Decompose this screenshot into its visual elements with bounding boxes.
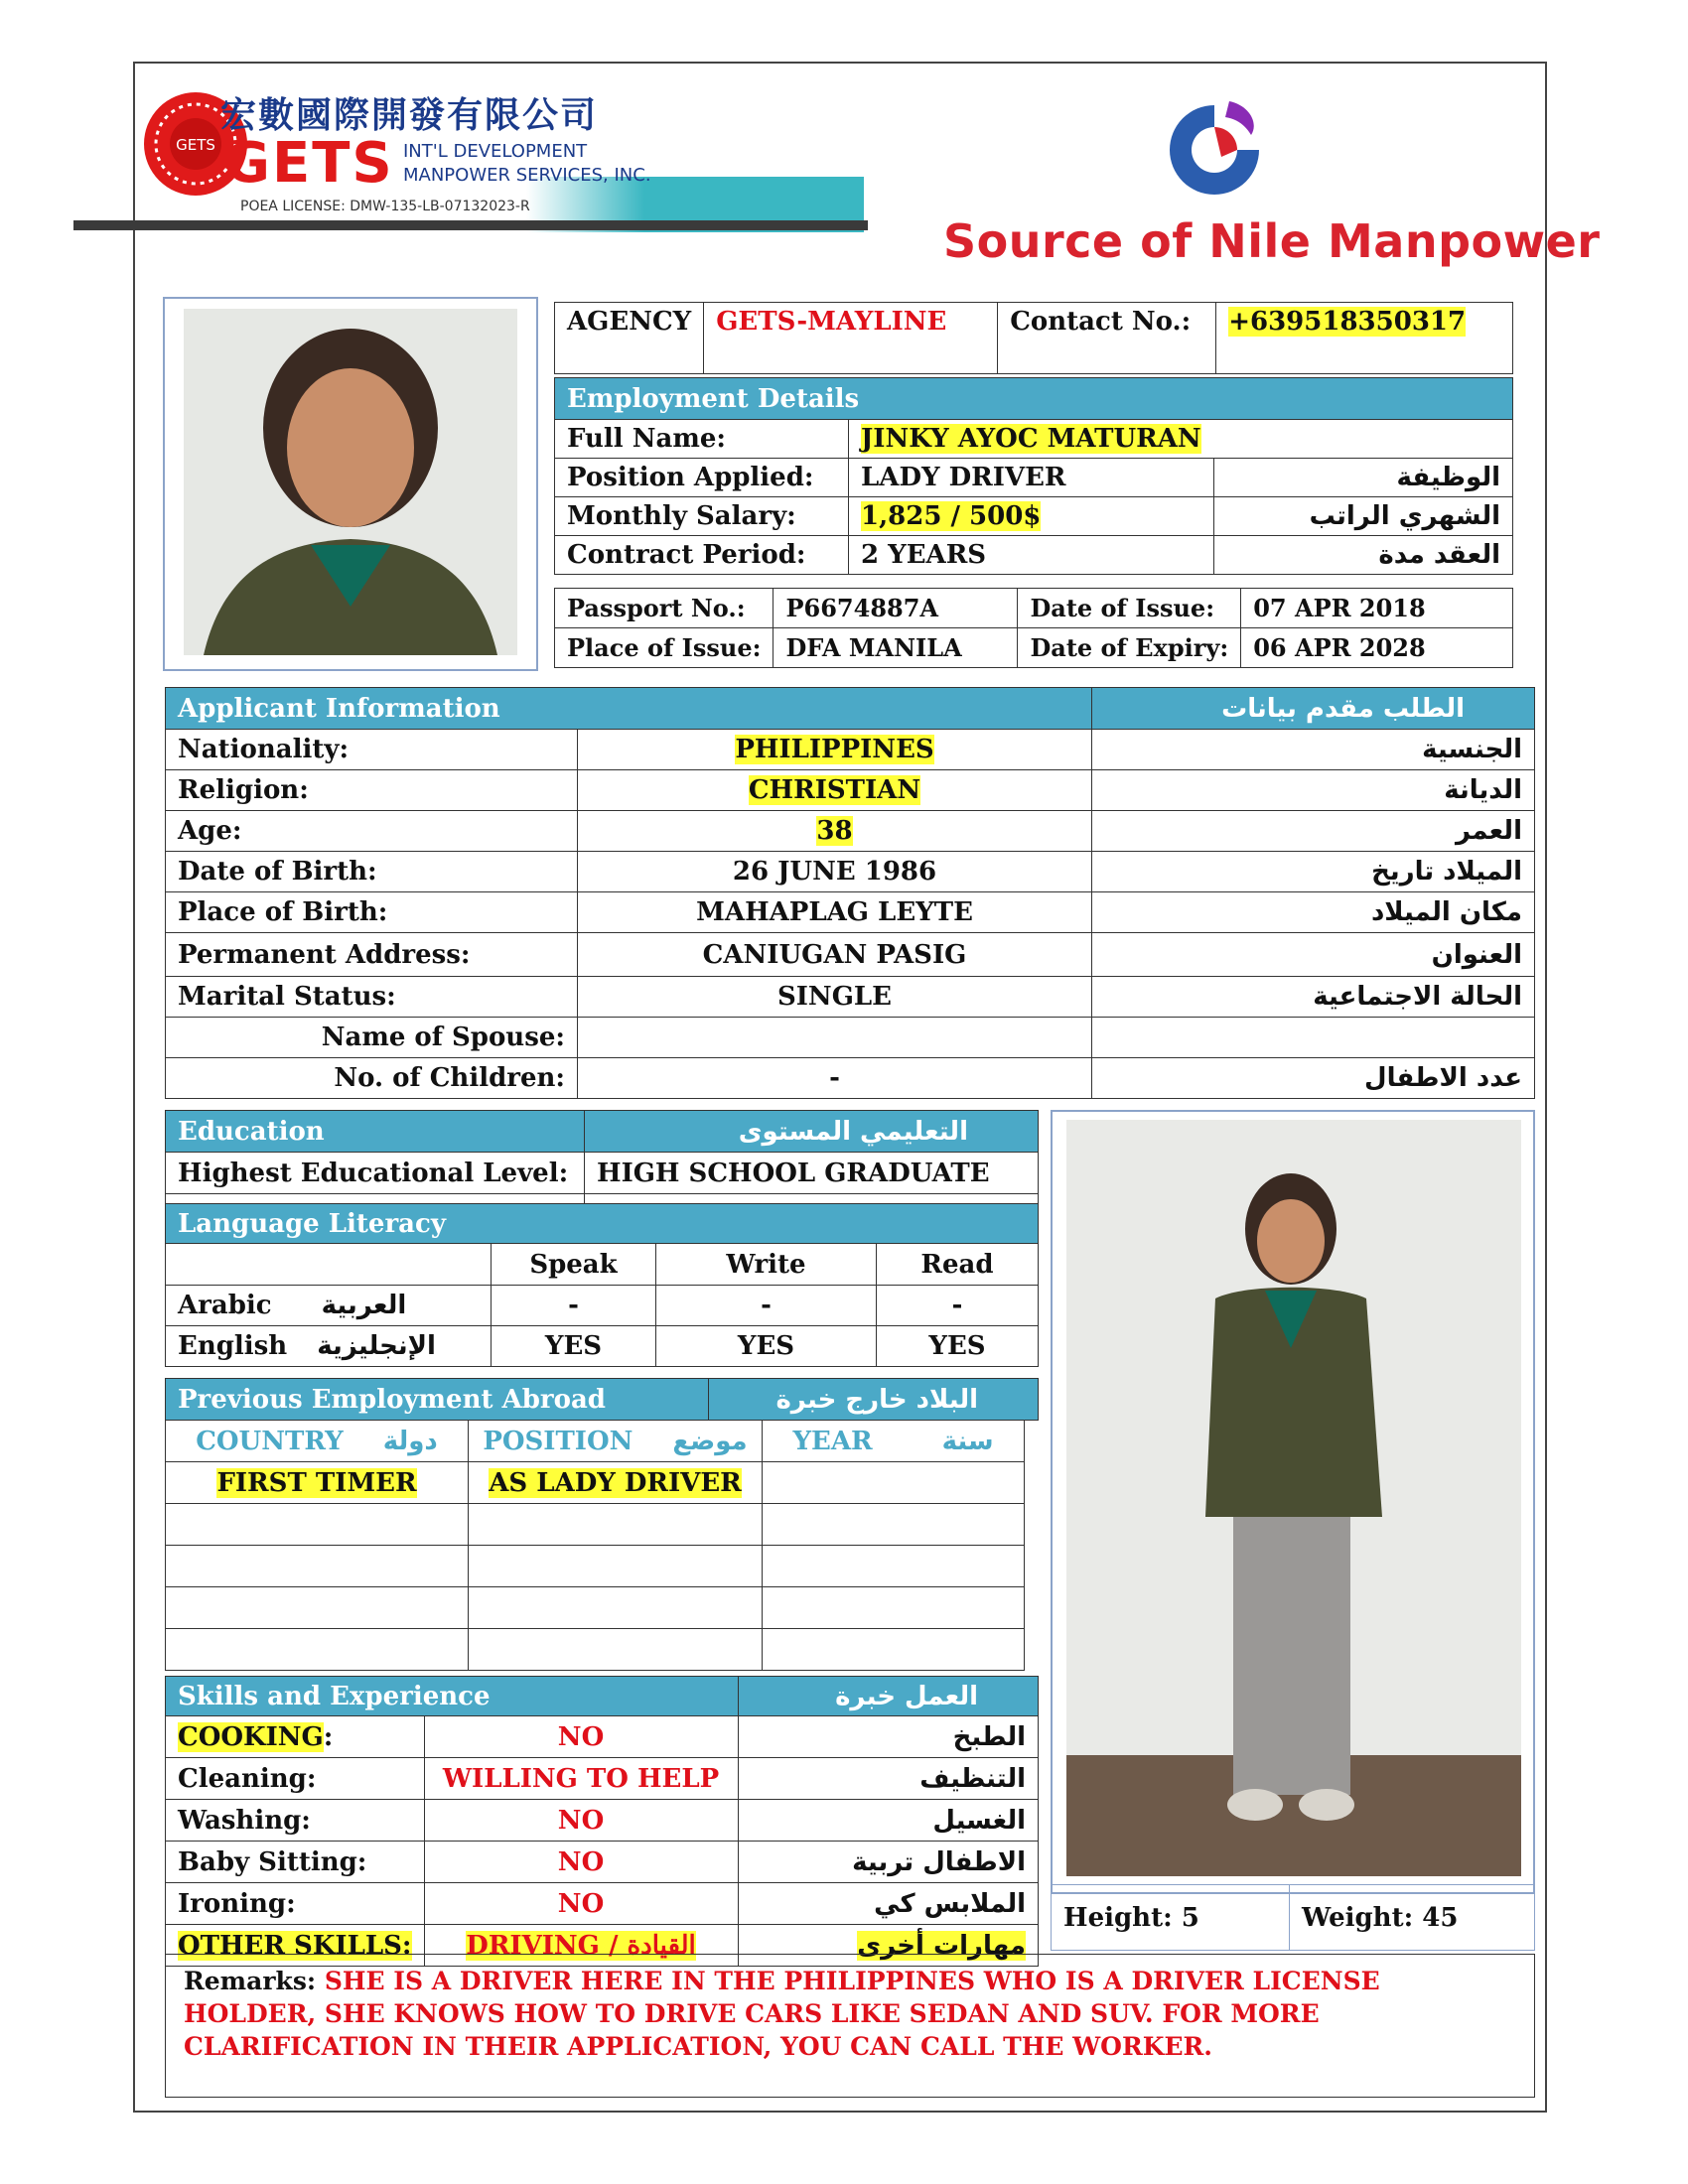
skill-label: OTHER SKILLS: xyxy=(178,1930,412,1961)
applicant-label: Place of Birth: xyxy=(166,892,578,933)
previous-title-arabic: البلاد خارج خبرة xyxy=(709,1379,1039,1421)
applicant-row xyxy=(166,892,1535,933)
language-speak: YES xyxy=(492,1326,656,1367)
full-body-photo xyxy=(1066,1120,1521,1876)
svg-text:GETS: GETS xyxy=(176,136,215,154)
partner-name: Source of Nile Manpower xyxy=(943,214,1601,268)
skill-arabic: الغسيل xyxy=(738,1800,1038,1842)
source-of-nile-logo-icon xyxy=(1160,95,1269,205)
language-write: - xyxy=(656,1286,877,1326)
previous-employment-table xyxy=(165,1420,1025,1671)
language-col-write: Write xyxy=(656,1244,877,1286)
language-name-arabic: العربية xyxy=(321,1291,407,1320)
applicant-label: Permanent Address: xyxy=(166,933,578,977)
previous-row xyxy=(166,1504,1025,1546)
education-value: HIGH SCHOOL GRADUATE xyxy=(585,1153,1039,1194)
employment-value: JINKY AYOC MATURAN xyxy=(861,424,1201,454)
passport-no-label: Passport No.: xyxy=(555,589,774,628)
previous-year xyxy=(763,1546,1025,1587)
employment-arabic: الشهري الراتب xyxy=(1214,497,1513,536)
employment-value: LADY DRIVER xyxy=(849,459,1214,497)
weight-value: Weight: 45 xyxy=(1290,1885,1535,1951)
education-label: Highest Educational Level: xyxy=(166,1153,585,1194)
height-value: Height: 5 xyxy=(1052,1885,1290,1951)
applicant-value: 26 JUNE 1986 xyxy=(578,852,1092,892)
skill-label-suffix: : xyxy=(323,1721,334,1752)
skill-arabic: الملابس كي xyxy=(738,1883,1038,1925)
applicant-value: 38 xyxy=(816,816,853,846)
applicant-arabic: عدد الاطفال xyxy=(1092,1058,1535,1099)
skill-value: NO xyxy=(424,1842,738,1883)
contact-value: +639518350317 xyxy=(1228,307,1467,337)
language-write: YES xyxy=(656,1326,877,1367)
applicant-label: Date of Birth: xyxy=(166,852,578,892)
gets-logo xyxy=(141,87,862,236)
skill-arabic: الطبخ xyxy=(738,1716,1038,1758)
skill-value: DRIVING / القيادة xyxy=(466,1930,696,1961)
language-row xyxy=(166,1326,1039,1367)
applicant-value: SINGLE xyxy=(578,977,1092,1018)
skill-value: NO xyxy=(424,1883,738,1925)
applicant-label: Marital Status: xyxy=(166,977,578,1018)
employment-row xyxy=(555,497,1513,536)
applicant-arabic: الميلاد تاريخ xyxy=(1092,852,1535,892)
skill-value: NO xyxy=(424,1716,738,1758)
employment-value: 2 YEARS xyxy=(849,536,1214,575)
previous-row xyxy=(166,1629,1025,1671)
skill-label: Washing: xyxy=(166,1800,425,1842)
employment-value-cell xyxy=(849,497,1214,536)
language-col-speak: Speak xyxy=(492,1244,656,1286)
remarks-text: SHE IS A DRIVER HERE IN THE PHILIPPINES WHO IS A DRIVER LICENSE HOLDER, SHE KNOWS HOW TO DRIVE CARS LIKE SEDAN AND SUV. FOR MORE CLARIFICATION IN THEIR APPLICATION, YOU CAN CALL THE WORKER. xyxy=(184,1967,1380,2061)
applicant-value-cell xyxy=(578,730,1092,770)
previous-position xyxy=(469,1587,763,1629)
skill-label: Baby Sitting: xyxy=(166,1842,425,1883)
expiry-date-value: 06 APR 2028 xyxy=(1241,628,1513,668)
previous-country: FIRST TIMER xyxy=(216,1467,417,1498)
applicant-label: Nationality: xyxy=(166,730,578,770)
employment-label: Full Name: xyxy=(555,420,849,459)
agency-label: AGENCY xyxy=(555,303,704,374)
skill-label-cell xyxy=(166,1716,425,1758)
previous-position xyxy=(469,1629,763,1671)
employment-title: Employment Details xyxy=(555,378,1513,420)
applicant-label: Age: xyxy=(166,811,578,852)
skill-row xyxy=(166,1800,1039,1842)
applicant-arabic: مكان الميلاد xyxy=(1092,892,1535,933)
passport-no-value: P6674887A xyxy=(774,589,1018,628)
applicant-row xyxy=(166,852,1535,892)
place-of-issue-label: Place of Issue: xyxy=(555,628,774,668)
applicant-arabic: الجنسية xyxy=(1092,730,1535,770)
issue-date-label: Date of Issue: xyxy=(1018,589,1241,628)
col-country-label: COUNTRY xyxy=(196,1426,344,1456)
skill-arabic: التنظيف xyxy=(738,1758,1038,1800)
applicant-row xyxy=(166,730,1535,770)
applicant-table xyxy=(165,687,1535,1099)
language-row xyxy=(166,1286,1039,1326)
portrait-photo xyxy=(184,309,517,655)
employment-arabic: الوظيفة xyxy=(1214,459,1513,497)
previous-country xyxy=(166,1504,469,1546)
issue-date-value: 07 APR 2018 xyxy=(1241,589,1513,628)
applicant-arabic: الحالة الاجتماعية xyxy=(1092,977,1535,1018)
skill-row xyxy=(166,1842,1039,1883)
col-year-arabic: سنة xyxy=(941,1426,994,1456)
skill-arabic: الاطفال تربية xyxy=(738,1842,1038,1883)
previous-col-country xyxy=(166,1421,469,1462)
language-name-cell xyxy=(166,1326,492,1367)
skill-row xyxy=(166,1716,1039,1758)
applicant-arabic: العمر xyxy=(1092,811,1535,852)
previous-country xyxy=(166,1629,469,1671)
language-name-cell xyxy=(166,1286,492,1326)
contact-label: Contact No.: xyxy=(998,303,1216,374)
skills-title: Skills and Experience xyxy=(166,1677,739,1716)
applicant-label: No. of Children: xyxy=(166,1058,578,1099)
previous-position-cell xyxy=(469,1462,763,1504)
passport-table xyxy=(554,588,1513,668)
employment-table xyxy=(554,377,1513,575)
col-position-arabic: موضع xyxy=(672,1426,748,1456)
place-of-issue-value: DFA MANILA xyxy=(774,628,1018,668)
previous-year xyxy=(763,1587,1025,1629)
gets-chinese-name: 宏數國際開發有限公司 xyxy=(220,95,599,136)
applicant-row xyxy=(166,770,1535,811)
gets-subtitle-1: INT'L DEVELOPMENT xyxy=(403,141,588,162)
applicant-row xyxy=(166,1058,1535,1099)
previous-row xyxy=(166,1587,1025,1629)
previous-employment-header xyxy=(165,1378,1039,1421)
applicant-row xyxy=(166,933,1535,977)
education-title: Education xyxy=(166,1111,585,1153)
applicant-arabic: الديانة xyxy=(1092,770,1535,811)
language-read: YES xyxy=(877,1326,1039,1367)
skill-label: Cleaning: xyxy=(166,1758,425,1800)
applicant-title: Applicant Information xyxy=(166,688,1092,730)
applicant-value: CHRISTIAN xyxy=(748,775,921,805)
applicant-row xyxy=(166,1018,1535,1058)
education-table xyxy=(165,1110,1039,1204)
employment-label: Contract Period: xyxy=(555,536,849,575)
agency-table xyxy=(554,302,1513,374)
previous-year xyxy=(763,1504,1025,1546)
employment-value: 1,825 / 500$ xyxy=(861,501,1042,531)
expiry-date-label: Date of Expiry: xyxy=(1018,628,1241,668)
applicant-label: Name of Spouse: xyxy=(166,1018,578,1058)
skill-value: WILLING TO HELP xyxy=(424,1758,738,1800)
skills-table xyxy=(165,1676,1039,1967)
skills-title-arabic: العمل خبرة xyxy=(738,1677,1038,1716)
applicant-value: - xyxy=(578,1058,1092,1099)
language-name: English xyxy=(178,1331,288,1361)
remarks-label: Remarks: xyxy=(184,1967,317,1995)
applicant-title-arabic: الطلب مقدم بيانات xyxy=(1092,688,1535,730)
applicant-value-cell xyxy=(578,770,1092,811)
previous-position xyxy=(469,1546,763,1587)
gets-subtitle-2: MANPOWER SERVICES, INC. xyxy=(403,165,651,186)
measurements-table xyxy=(1051,1884,1535,1951)
applicant-value: PHILIPPINES xyxy=(735,735,934,764)
language-name: Arabic xyxy=(178,1291,272,1320)
applicant-row xyxy=(166,977,1535,1018)
previous-row xyxy=(166,1462,1025,1504)
applicant-arabic xyxy=(1092,1018,1535,1058)
gets-name: GETS xyxy=(224,131,394,196)
previous-title: Previous Employment Abroad xyxy=(166,1379,709,1421)
gets-license: POEA LICENSE: DMW-135-LB-07132023-R xyxy=(240,199,530,214)
previous-country xyxy=(166,1546,469,1587)
remarks-box xyxy=(165,1954,1535,2098)
applicant-value-cell xyxy=(578,811,1092,852)
previous-col-year xyxy=(763,1421,1025,1462)
language-name-arabic: الإنجليزية xyxy=(317,1331,436,1361)
employment-label: Position Applied: xyxy=(555,459,849,497)
employment-label: Monthly Salary: xyxy=(555,497,849,536)
applicant-value: CANIUGAN PASIG xyxy=(578,933,1092,977)
previous-country-cell xyxy=(166,1462,469,1504)
language-title: Language Literacy xyxy=(166,1204,1039,1244)
agency-value: GETS-MAYLINE xyxy=(704,303,998,374)
col-country-arabic: دولة xyxy=(382,1426,438,1456)
skill-value: NO xyxy=(424,1800,738,1842)
previous-country xyxy=(166,1587,469,1629)
language-col-read: Read xyxy=(877,1244,1039,1286)
applicant-row xyxy=(166,811,1535,852)
language-speak: - xyxy=(492,1286,656,1326)
language-read: - xyxy=(877,1286,1039,1326)
previous-row xyxy=(166,1546,1025,1587)
skill-row xyxy=(166,1758,1039,1800)
previous-year xyxy=(763,1629,1025,1671)
employment-value-cell xyxy=(849,420,1513,459)
skill-arabic: مهارات أخرى xyxy=(857,1930,1026,1961)
employment-row xyxy=(555,536,1513,575)
applicant-arabic: العنوان xyxy=(1092,933,1535,977)
employment-row xyxy=(555,459,1513,497)
skill-row xyxy=(166,1883,1039,1925)
language-table xyxy=(165,1203,1039,1367)
contact-value-cell xyxy=(1216,303,1513,374)
previous-position: AS LADY DRIVER xyxy=(489,1467,742,1498)
col-year-label: YEAR xyxy=(792,1426,873,1456)
previous-year xyxy=(763,1462,1025,1504)
employment-row xyxy=(555,420,1513,459)
skill-label: Ironing: xyxy=(166,1883,425,1925)
col-position-label: POSITION xyxy=(483,1426,633,1456)
previous-col-position xyxy=(469,1421,763,1462)
applicant-label: Religion: xyxy=(166,770,578,811)
applicant-value xyxy=(578,1018,1092,1058)
skill-label: COOKING xyxy=(178,1721,324,1752)
employment-arabic: العقد مدة xyxy=(1214,536,1513,575)
education-title-arabic: التعليمي المستوى xyxy=(585,1111,1039,1153)
applicant-value: MAHAPLAG LEYTE xyxy=(578,892,1092,933)
previous-position xyxy=(469,1504,763,1546)
